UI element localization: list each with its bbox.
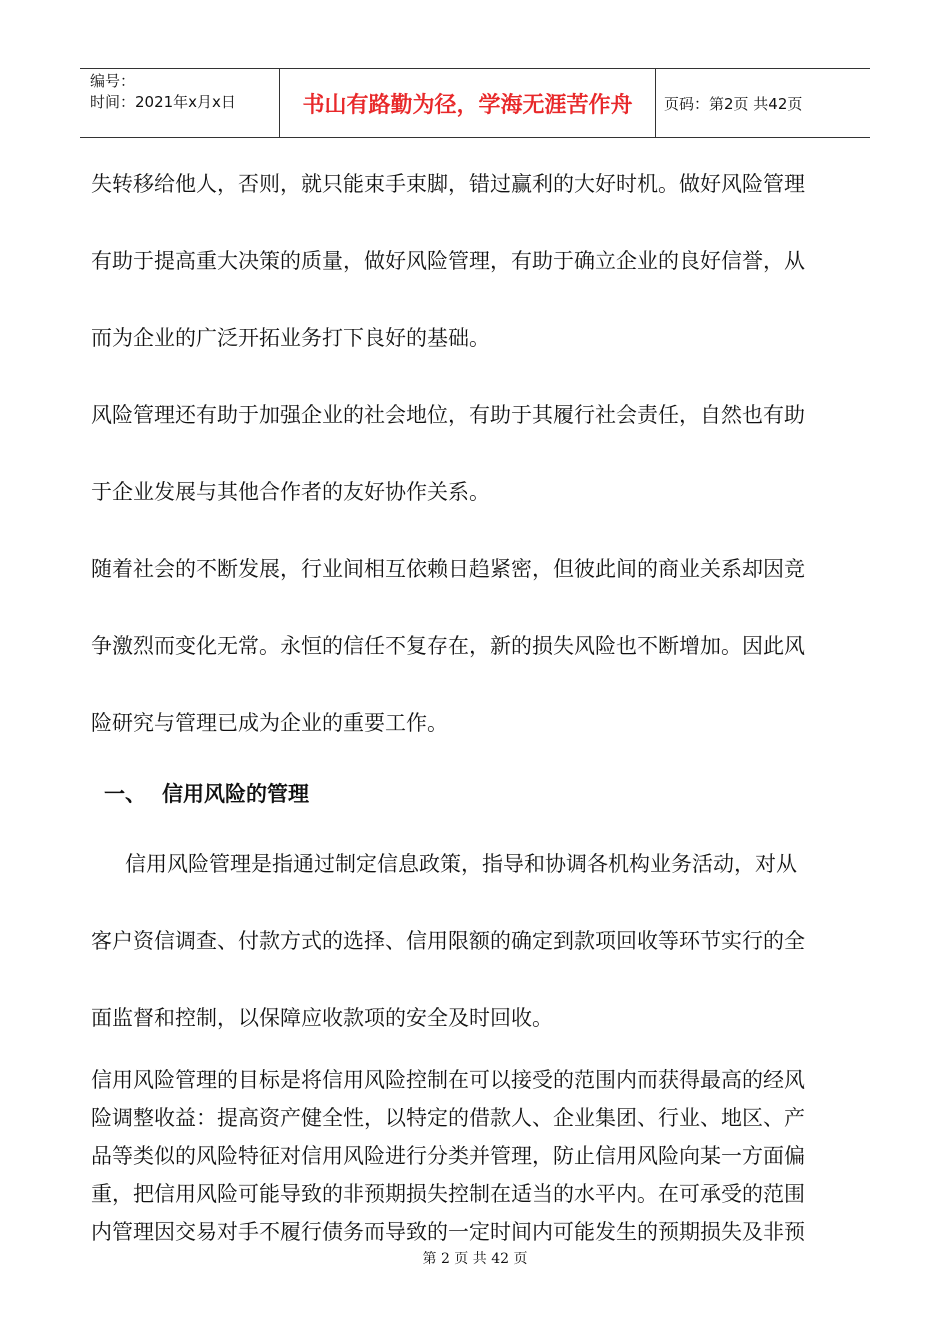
text-line: 重，把信用风险可能导致的非预期损失控制在适当的水平内。在可承受的范围 xyxy=(91,1182,805,1206)
text-line: 随着社会的不断发展，行业间相互依赖日趋紧密，但彼此间的商业关系却因竞 xyxy=(91,557,805,581)
section-title: 信用风险的管理 xyxy=(162,782,309,806)
header-motto: 书山有路勤为径，学海无涯苦作舟 xyxy=(280,69,656,137)
paragraph-2 xyxy=(91,377,861,531)
paragraph-1 xyxy=(91,146,861,377)
document-body xyxy=(91,166,861,1251)
text-line: 信用风险管理的目标是将信用风险控制在可以接受的范围内而获得最高的经风 xyxy=(91,1068,805,1092)
paragraph-3 xyxy=(91,531,861,762)
text-line: 有助于提高重大决策的质量，做好风险管理，有助于确立企业的良好信誉，从 xyxy=(91,249,805,273)
text-line: 风险管理还有助于加强企业的社会地位，有助于其履行社会责任，自然也有助 xyxy=(91,403,805,427)
text-line: 险调整收益：提高资产健全性，以特定的借款人、企业集团、行业、地区、产 xyxy=(91,1106,805,1130)
header-meta xyxy=(80,69,280,137)
text-line: 失转移给他人，否则，就只能束手束脚，错过赢利的大好时机。做好风险管理 xyxy=(91,172,805,196)
paragraph-5 xyxy=(91,1061,861,1251)
text-line: 客户资信调查、付款方式的选择、信用限额的确定到款项回收等环节实行的全 xyxy=(91,929,805,953)
section-heading xyxy=(91,762,861,826)
text-line: 争激烈而变化无常。永恒的信任不复存在，新的损失风险也不断增加。因此风 xyxy=(91,634,805,658)
document-header xyxy=(80,68,870,138)
text-line: 于企业发展与其他合作者的友好协作关系。 xyxy=(91,480,490,504)
doc-date-label: 时间：2021年x月x日 xyxy=(90,93,236,111)
text-line: 险研究与管理已成为企业的重要工作。 xyxy=(91,711,448,735)
text-line: 内管理因交易对手不履行债务而导致的一定时间内可能发生的预期损失及非预 xyxy=(91,1220,805,1244)
header-page-info: 页码：第2页 共42页 xyxy=(664,94,803,113)
text-line: 而为企业的广泛开拓业务打下良好的基础。 xyxy=(91,326,490,350)
paragraph-4 xyxy=(91,826,861,1057)
doc-number-label: 编号： xyxy=(90,72,136,90)
section-number: 一、 xyxy=(104,782,146,806)
text-line: 面监督和控制，以保障应收款项的安全及时回收。 xyxy=(91,1006,553,1030)
text-line: 品等类似的风险特征对信用风险进行分类并管理，防止信用风险向某一方面偏 xyxy=(91,1144,805,1168)
page-footer: 第 2 页 共 42 页 xyxy=(422,1251,528,1267)
text-line: 信用风险管理是指通过制定信息政策，指导和协调各机构业务活动，对从 xyxy=(125,852,797,876)
